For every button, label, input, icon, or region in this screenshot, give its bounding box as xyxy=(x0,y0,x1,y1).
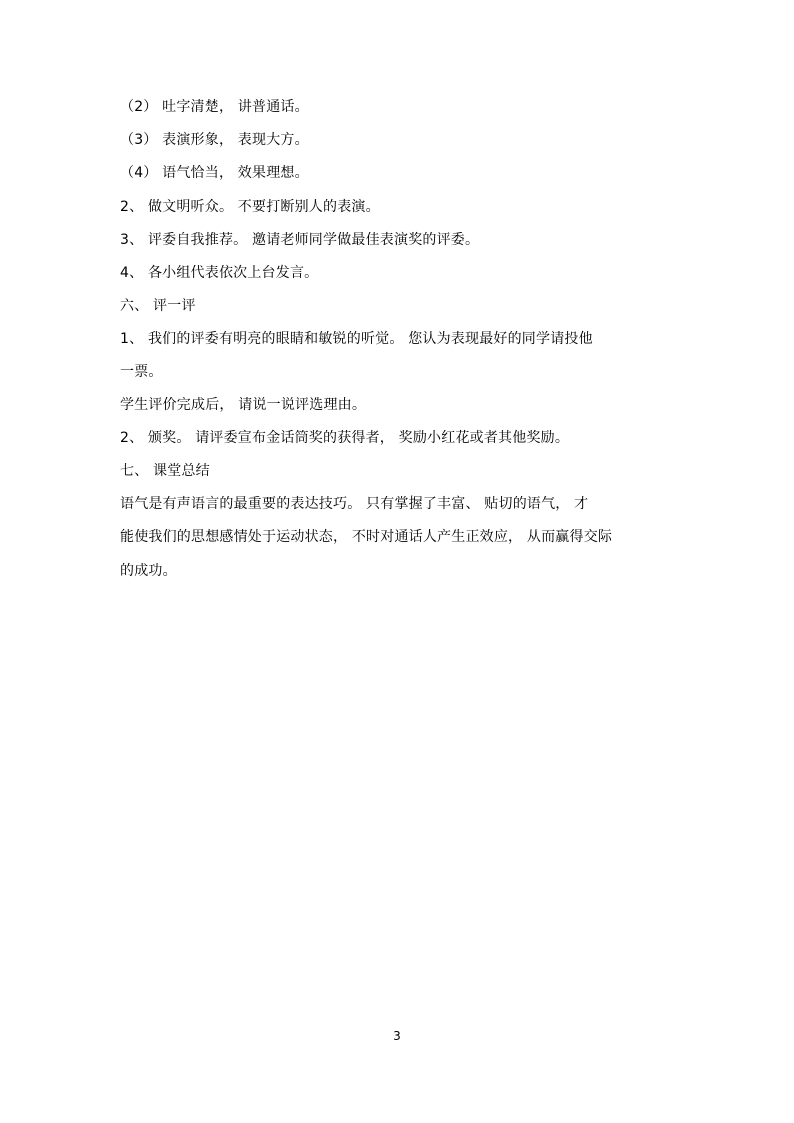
page-number: 3 xyxy=(393,1029,401,1043)
rule-2-line: 2、 做文明听众。 不要打断别人的表演。 xyxy=(120,199,380,215)
summary-line-3: 的成功。 xyxy=(120,563,177,579)
student-evaluation-line: 学生评价完成后， 请说一说评选理由。 xyxy=(120,397,367,413)
evaluation-1-continuation: 一票。 xyxy=(120,364,163,380)
rule-4-line: 4、 各小组代表依次上台发言。 xyxy=(120,265,319,281)
criterion-4-line: （4） 语气恰当， 效果理想。 xyxy=(120,165,309,181)
evaluation-1-line: 1、 我们的评委有明亮的眼睛和敏锐的听觉。 您认为表现最好的同学请投他 xyxy=(120,331,593,347)
criterion-3-line: （3） 表演形象， 表现大方。 xyxy=(120,132,309,148)
rule-3-line: 3、 评委自我推荐。 邀请老师同学做最佳表演奖的评委。 xyxy=(120,232,480,248)
criterion-2-line: （2） 吐字清楚， 讲普通话。 xyxy=(120,99,309,115)
award-line: 2、 颁奖。 请评委宣布金话筒奖的获得者， 奖励小红花或者其他奖励。 xyxy=(120,430,570,446)
section-seven-heading: 七、 课堂总结 xyxy=(120,463,210,479)
summary-line-1: 语气是有声语言的最重要的表达技巧。 只有掌握了丰富、 贴切的语气， 才 xyxy=(120,496,589,512)
section-six-heading: 六、 评一评 xyxy=(120,298,196,314)
summary-line-2: 能使我们的思想感情处于运动状态， 不时对通话人产生正效应， 从而赢得交际 xyxy=(120,529,613,545)
